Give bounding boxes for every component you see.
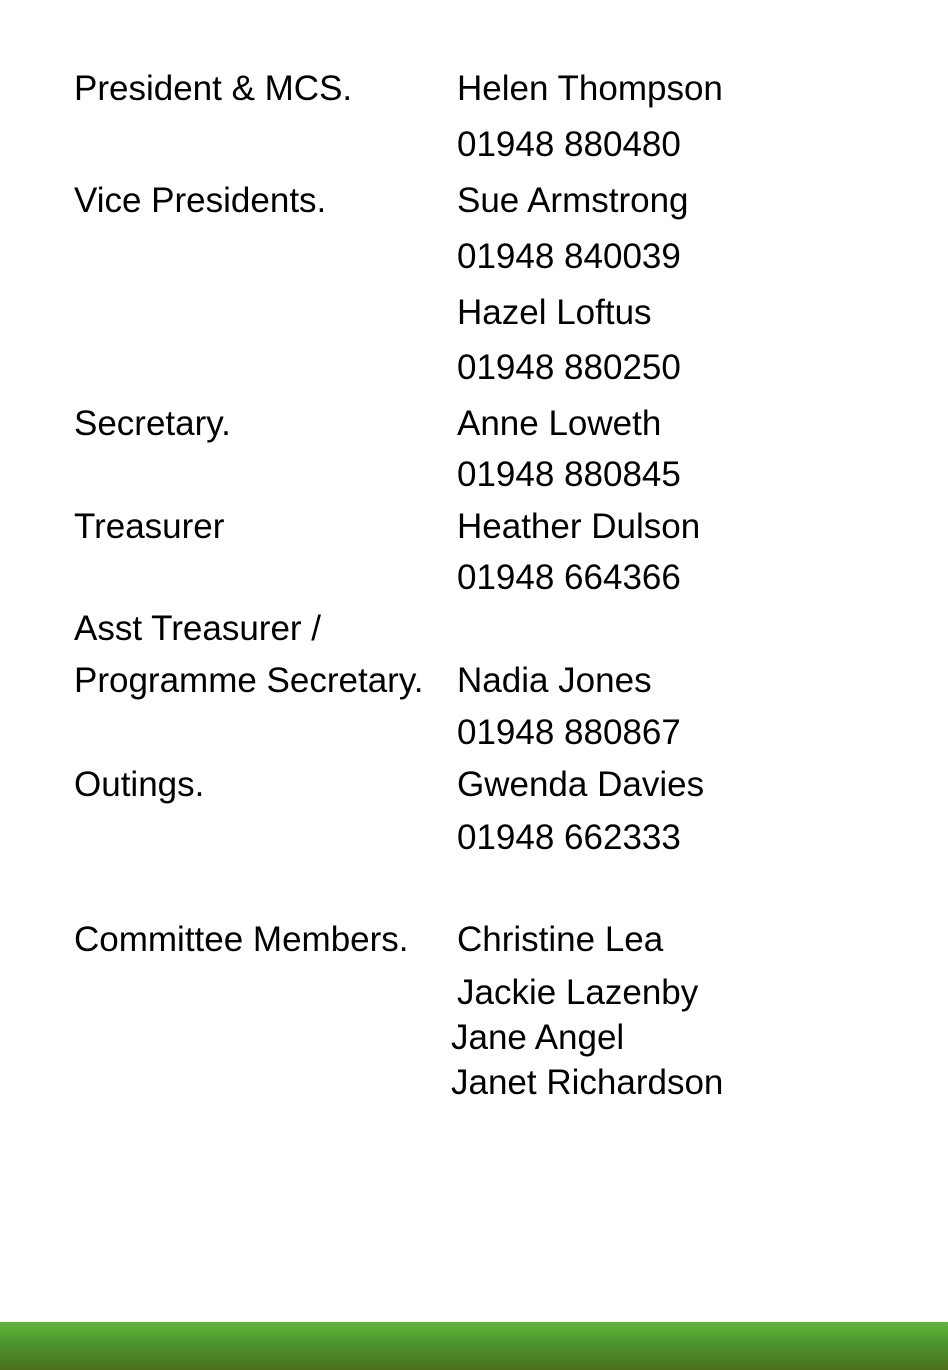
role-president: President & MCS.: [74, 69, 353, 108]
footer-bar: [0, 1322, 948, 1370]
president-phone: 01948 880480: [457, 125, 681, 164]
secretary-name: Anne Loweth: [457, 404, 662, 443]
role-treasurer: Treasurer: [74, 507, 225, 546]
outings-name: Gwenda Davies: [457, 765, 705, 804]
president-name: Helen Thompson: [457, 69, 723, 108]
committee-member: Jane Angel: [451, 1018, 625, 1057]
vice-president-2-name: Hazel Loftus: [457, 293, 652, 332]
role-programme-secretary: Programme Secretary.: [74, 661, 424, 700]
vice-president-1-phone: 01948 840039: [457, 237, 681, 276]
committee-member: Jackie Lazenby: [457, 973, 699, 1012]
role-vice-presidents: Vice Presidents.: [74, 181, 327, 220]
programme-secretary-name: Nadia Jones: [457, 661, 652, 700]
committee-member: Christine Lea: [457, 920, 664, 959]
role-committee-members: Committee Members.: [74, 920, 409, 959]
treasurer-name: Heather Dulson: [457, 507, 701, 546]
vice-president-1-name: Sue Armstrong: [457, 181, 689, 220]
treasurer-phone: 01948 664366: [457, 558, 681, 597]
secretary-phone: 01948 880845: [457, 455, 681, 494]
outings-phone: 01948 662333: [457, 818, 681, 857]
committee-member: Janet Richardson: [451, 1063, 724, 1102]
role-asst-treasurer: Asst Treasurer /: [74, 609, 322, 648]
role-outings: Outings.: [74, 765, 205, 804]
programme-secretary-phone: 01948 880867: [457, 713, 681, 752]
role-secretary: Secretary.: [74, 404, 231, 443]
vice-president-2-phone: 01948 880250: [457, 348, 681, 387]
